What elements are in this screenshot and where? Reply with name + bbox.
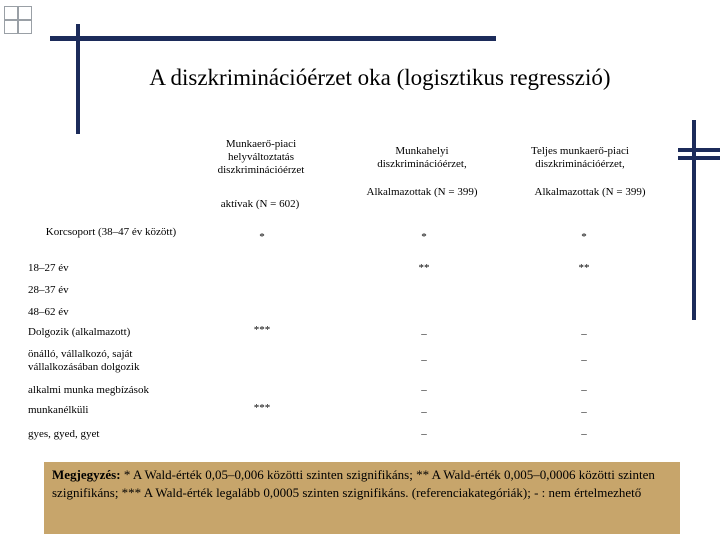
decor-left-bar: [76, 24, 80, 134]
row-label: Korcsoport (38–47 év között): [45, 226, 177, 238]
row-value: ***: [253, 324, 271, 336]
decor-square: [18, 20, 32, 34]
footnote-lead: Megjegyzés:: [52, 467, 121, 482]
row-value: –: [581, 428, 587, 440]
row-value: ***: [253, 402, 271, 414]
decor-top-bar: [50, 36, 496, 41]
row-value: *: [421, 231, 427, 243]
row-value: –: [581, 406, 587, 418]
row-value: **: [578, 262, 590, 274]
decor-square: [4, 6, 18, 20]
row-label: Dolgozik (alkalmazott): [28, 326, 131, 338]
decor-square: [4, 20, 18, 34]
col-sub-3: Alkalmazottak (N = 399): [534, 186, 646, 198]
row-value: –: [421, 406, 427, 418]
row-label: munkanélküli: [28, 404, 89, 416]
row-label: alkalmi munka megbízások: [28, 384, 149, 396]
decor-square: [18, 6, 32, 20]
row-label: 48–62 év: [28, 306, 69, 318]
row-value: –: [421, 328, 427, 340]
row-label: 28–37 év: [28, 284, 69, 296]
decor-right-vertical-bar: [692, 120, 696, 320]
slide-title: A diszkriminációérzet oka (logisztikus regresszió): [149, 65, 611, 90]
row-value: –: [581, 354, 587, 366]
row-value: –: [421, 384, 427, 396]
col-header-3: Teljes munkaerő-piaci diszkriminációérzet,: [531, 145, 629, 170]
col-header-1: Munkaerő-piaci helyváltoztatás diszkriminációérzet: [217, 138, 305, 176]
row-label: gyes, gyed, gyet: [28, 428, 100, 440]
col-sub-2: Alkalmazottak (N = 399): [366, 186, 478, 198]
row-value: *: [581, 231, 587, 243]
row-value: –: [421, 428, 427, 440]
row-label: 18–27 év: [28, 262, 69, 274]
row-label: önálló, vállalkozó, saját vállalkozásában dolgozik: [28, 348, 140, 373]
row-value: **: [418, 262, 430, 274]
col-header-2: Munkahelyi diszkriminációérzet,: [377, 145, 467, 170]
footnote-text: * A Wald-érték 0,05–0,006 közötti szinten szignifikáns; ** A Wald-érték 0,005–0,0006 közötti szinten szignifikáns; *** A Wald-érték legalább 0,0005 szinten szignifikáns. (referenciakategóriák); - : nem értelmezhető: [52, 467, 655, 500]
row-value: *: [259, 231, 265, 243]
row-value: –: [581, 384, 587, 396]
row-value: –: [421, 354, 427, 366]
row-value: –: [581, 328, 587, 340]
footnote-box: [44, 462, 680, 534]
decor-right-bar: [678, 156, 720, 160]
col-sub-1: aktívak (N = 602): [220, 198, 300, 210]
decor-right-bar: [678, 148, 720, 152]
